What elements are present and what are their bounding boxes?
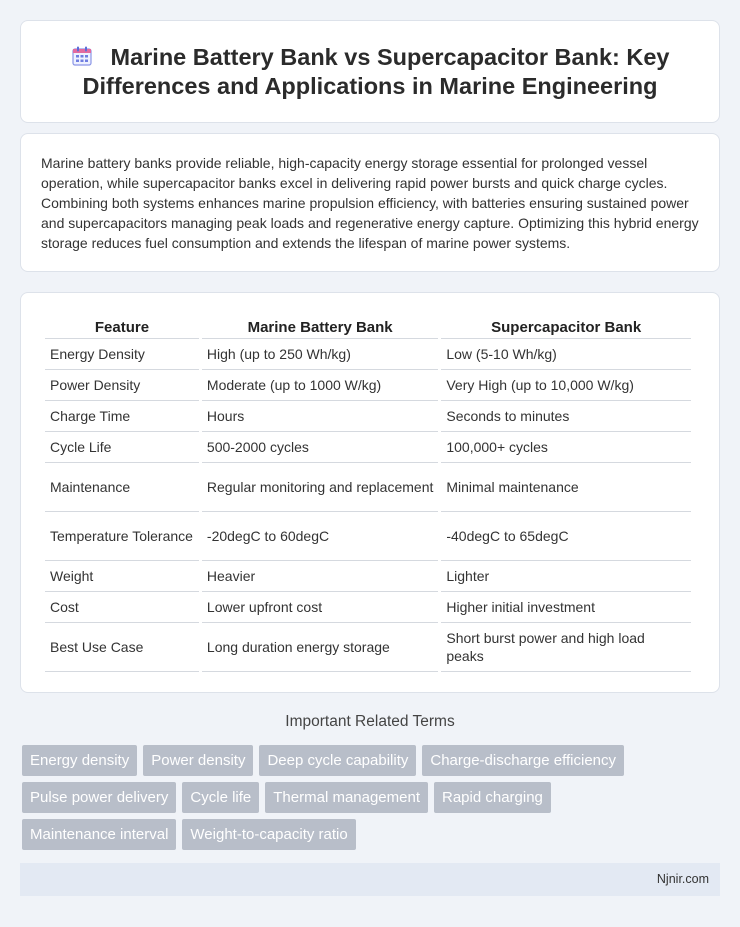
table-row bbox=[45, 401, 691, 432]
cell-supercapacitor: Minimal maintenance bbox=[441, 463, 691, 512]
cell-battery: Hours bbox=[202, 401, 438, 432]
table-row bbox=[45, 512, 691, 561]
tag-row bbox=[22, 782, 722, 813]
comparison-card bbox=[20, 292, 720, 693]
related-terms-list bbox=[22, 745, 722, 856]
page-title-text: Marine Battery Bank vs Supercapacitor Bank: Key Differences and Applications in Marine Engineering bbox=[82, 43, 670, 99]
table-row bbox=[45, 592, 691, 623]
table-row bbox=[45, 370, 691, 401]
term-tag[interactable]: Thermal management bbox=[265, 782, 428, 813]
comparison-table bbox=[42, 313, 694, 672]
table-row bbox=[45, 463, 691, 512]
term-tag[interactable]: Energy density bbox=[22, 745, 137, 776]
header-battery: Marine Battery Bank bbox=[202, 313, 438, 339]
cell-feature: Energy Density bbox=[45, 339, 199, 370]
intro-paragraph: Marine battery banks provide reliable, high-capacity energy storage essential for prolonged vessel operation, while supercapacitor banks excel in delivering rapid power bursts and quick charge cycles. Combining both systems enhances marine propulsion efficiency, with batteries ensuring sustained power and supercapacitors managing peak loads and regenerative energy capture. Optimizing this hybrid energy storage reduces fuel consumption and extends the lifespan of marine power systems. bbox=[41, 155, 699, 251]
table-row bbox=[45, 432, 691, 463]
cell-supercapacitor: Higher initial investment bbox=[441, 592, 691, 623]
footer-site-link[interactable]: Njnir.com bbox=[656, 872, 709, 886]
tag-row bbox=[22, 819, 722, 850]
title-card bbox=[20, 20, 720, 123]
header-supercapacitor: Supercapacitor Bank bbox=[441, 313, 691, 339]
cell-battery: Regular monitoring and replacement bbox=[202, 463, 438, 512]
tag-row bbox=[22, 745, 722, 776]
cell-feature: Cycle Life bbox=[45, 432, 199, 463]
footer bbox=[20, 863, 720, 896]
term-tag[interactable]: Rapid charging bbox=[434, 782, 551, 813]
related-terms-heading: Important Related Terms bbox=[285, 713, 455, 730]
cell-feature: Cost bbox=[45, 592, 199, 623]
cell-battery: High (up to 250 Wh/kg) bbox=[202, 339, 438, 370]
cell-battery: 500-2000 cycles bbox=[202, 432, 438, 463]
table-row bbox=[45, 339, 691, 370]
term-tag[interactable]: Weight-to-capacity ratio bbox=[182, 819, 355, 850]
calendar-icon bbox=[71, 45, 93, 67]
cell-battery: Long duration energy storage bbox=[202, 623, 438, 672]
cell-supercapacitor: -40degC to 65degC bbox=[441, 512, 691, 561]
cell-battery: Heavier bbox=[202, 561, 438, 592]
page-title bbox=[21, 43, 719, 101]
term-tag[interactable]: Deep cycle capability bbox=[259, 745, 416, 776]
cell-feature: Temperature Tolerance bbox=[45, 512, 199, 561]
table-row bbox=[45, 561, 691, 592]
cell-battery: Lower upfront cost bbox=[202, 592, 438, 623]
cell-supercapacitor: Low (5-10 Wh/kg) bbox=[441, 339, 691, 370]
cell-battery: -20degC to 60degC bbox=[202, 512, 438, 561]
cell-feature: Charge Time bbox=[45, 401, 199, 432]
term-tag[interactable]: Charge-discharge efficiency bbox=[422, 745, 624, 776]
table-header-row bbox=[45, 313, 691, 339]
term-tag[interactable]: Maintenance interval bbox=[22, 819, 176, 850]
table-row bbox=[45, 623, 691, 672]
intro-card bbox=[20, 133, 720, 272]
cell-feature: Maintenance bbox=[45, 463, 199, 512]
cell-supercapacitor: Short burst power and high load peaks bbox=[441, 623, 691, 672]
header-feature: Feature bbox=[45, 313, 199, 339]
cell-supercapacitor: Lighter bbox=[441, 561, 691, 592]
cell-supercapacitor: 100,000+ cycles bbox=[441, 432, 691, 463]
cell-feature: Best Use Case bbox=[45, 623, 199, 672]
cell-supercapacitor: Seconds to minutes bbox=[441, 401, 691, 432]
cell-supercapacitor: Very High (up to 10,000 W/kg) bbox=[441, 370, 691, 401]
cell-feature: Power Density bbox=[45, 370, 199, 401]
cell-feature: Weight bbox=[45, 561, 199, 592]
term-tag[interactable]: Cycle life bbox=[182, 782, 259, 813]
term-tag[interactable]: Pulse power delivery bbox=[22, 782, 176, 813]
term-tag[interactable]: Power density bbox=[143, 745, 253, 776]
cell-battery: Moderate (up to 1000 W/kg) bbox=[202, 370, 438, 401]
